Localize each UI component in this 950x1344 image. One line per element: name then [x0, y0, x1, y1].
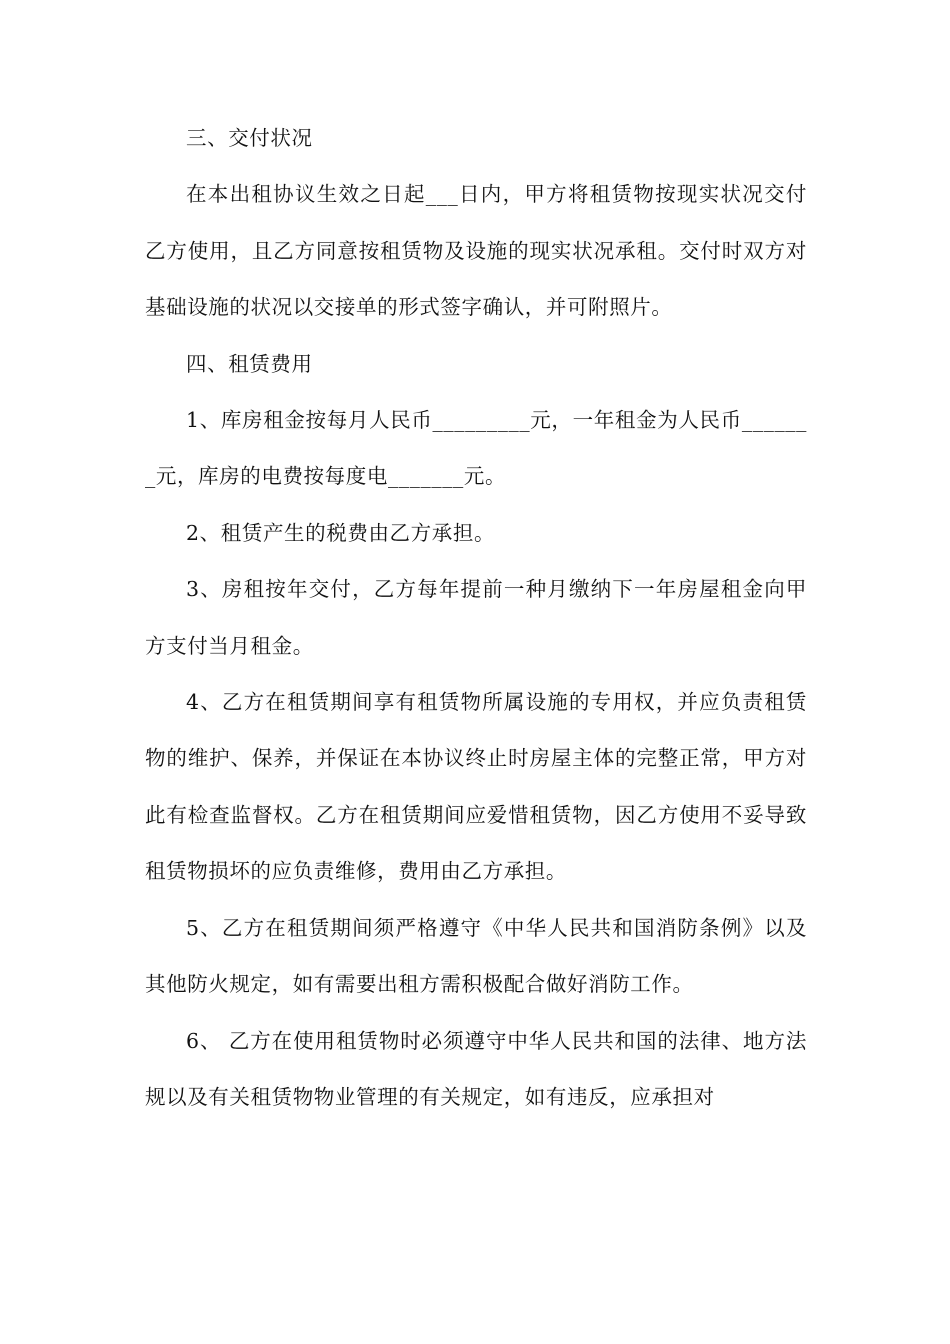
document-body — [145, 110, 807, 1125]
paragraph-fee-item-6: 6、 乙方在使用租赁物时必须遵守中华人民共和国的法律、地方法规以及有关租赁物物业管理的有关规定，如有违反，应承担对 — [145, 1028, 807, 1109]
paragraph-fee-item-3: 3、房租按年交付，乙方每年提前一种月缴纳下一年房屋租金向甲方支付当月租金。 — [145, 577, 807, 658]
paragraph-fee-item-1: 1、库房租金按每月人民币_________元，一年租金为人民币_______元，库房的电费按每度电_______元。 — [145, 408, 807, 489]
paragraph-fee-item-4: 4、乙方在租赁期间享有租赁物所属设施的专用权，并应负责租赁物的维护、保养，并保证在本协议终止时房屋主体的完整正常，甲方对此有检查监督权。乙方在租赁期间应爱惜租赁物，因乙方使用不妥导致租赁物损坏的应负责维修，费用由乙方承担。 — [145, 690, 807, 884]
paragraph-fee-item-2: 2、租赁产生的税费由乙方承担。 — [186, 520, 496, 545]
section-heading-rental-fees: 四、租赁费用 — [186, 351, 313, 376]
section-heading-delivery: 三、交付状况 — [186, 126, 313, 150]
paragraph-delivery-terms: 在本出租协议生效之日起___日内，甲方将租赁物按现实状况交付乙方使用，且乙方同意按租赁物及设施的现实状况承租。交付时双方对基础设施的状况以交接单的形式签字确认，并可附照片。 — [145, 182, 807, 320]
paragraph-fee-item-5: 5、乙方在租赁期间须严格遵守《中华人民共和国消防条例》以及其他防火规定，如有需要出租方需积极配合做好消防工作。 — [145, 915, 807, 997]
